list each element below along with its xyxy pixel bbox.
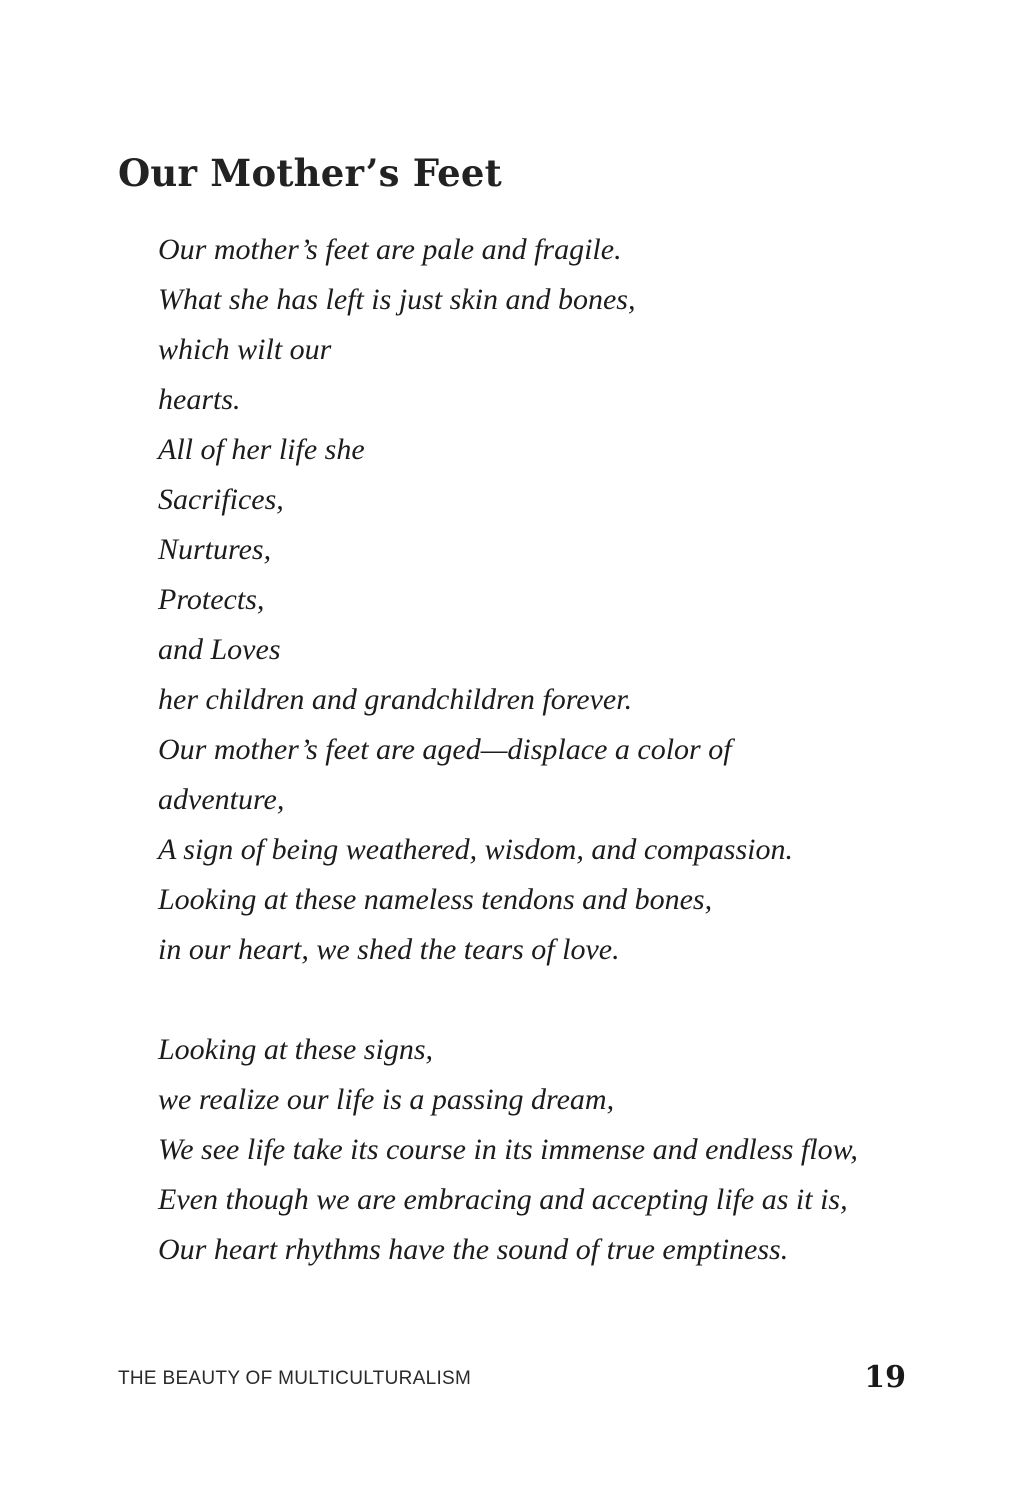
poem-line: What she has left is just skin and bones,: [158, 283, 636, 316]
poem-line: and Loves: [158, 633, 281, 666]
poem-line: Looking at these nameless tendons and bones,: [158, 883, 713, 916]
poem-line: Nurtures,: [158, 533, 272, 566]
poem-line: we realize our life is a passing dream,: [158, 1083, 615, 1116]
poem-line: Sacrifices,: [158, 483, 284, 516]
poem-line: Our mother’s feet are aged—displace a color of: [158, 733, 732, 766]
page-number: 19: [864, 1360, 906, 1395]
poem-line: in our heart, we shed the tears of love.: [158, 933, 620, 966]
poem-line: Our heart rhythms have the sound of true emptiness.: [158, 1233, 789, 1266]
poem-line: Looking at these signs,: [158, 1033, 433, 1066]
poem-line: Protects,: [158, 583, 265, 616]
stanza-2: [158, 1025, 858, 1275]
poem-line: Even though we are embracing and accepting life as it is,: [158, 1183, 848, 1216]
poem-line: hearts.: [158, 383, 241, 416]
poem-line: All of her life she: [158, 433, 365, 466]
poem-title: Our Mother’s Feet: [118, 151, 502, 195]
poem-line: which wilt our: [158, 333, 332, 366]
poem-line: adventure,: [158, 783, 285, 816]
running-footer-book-title: THE BEAUTY OF MULTICULTURALISM: [118, 1368, 472, 1389]
poem-line: A sign of being weathered, wisdom, and compassion.: [158, 833, 793, 866]
stanza-1: [158, 225, 793, 975]
poem-line: Our mother’s feet are pale and fragile.: [158, 233, 622, 266]
poem-line: We see life take its course in its immense and endless flow,: [158, 1133, 858, 1166]
poem-line: her children and grandchildren forever.: [158, 683, 633, 716]
